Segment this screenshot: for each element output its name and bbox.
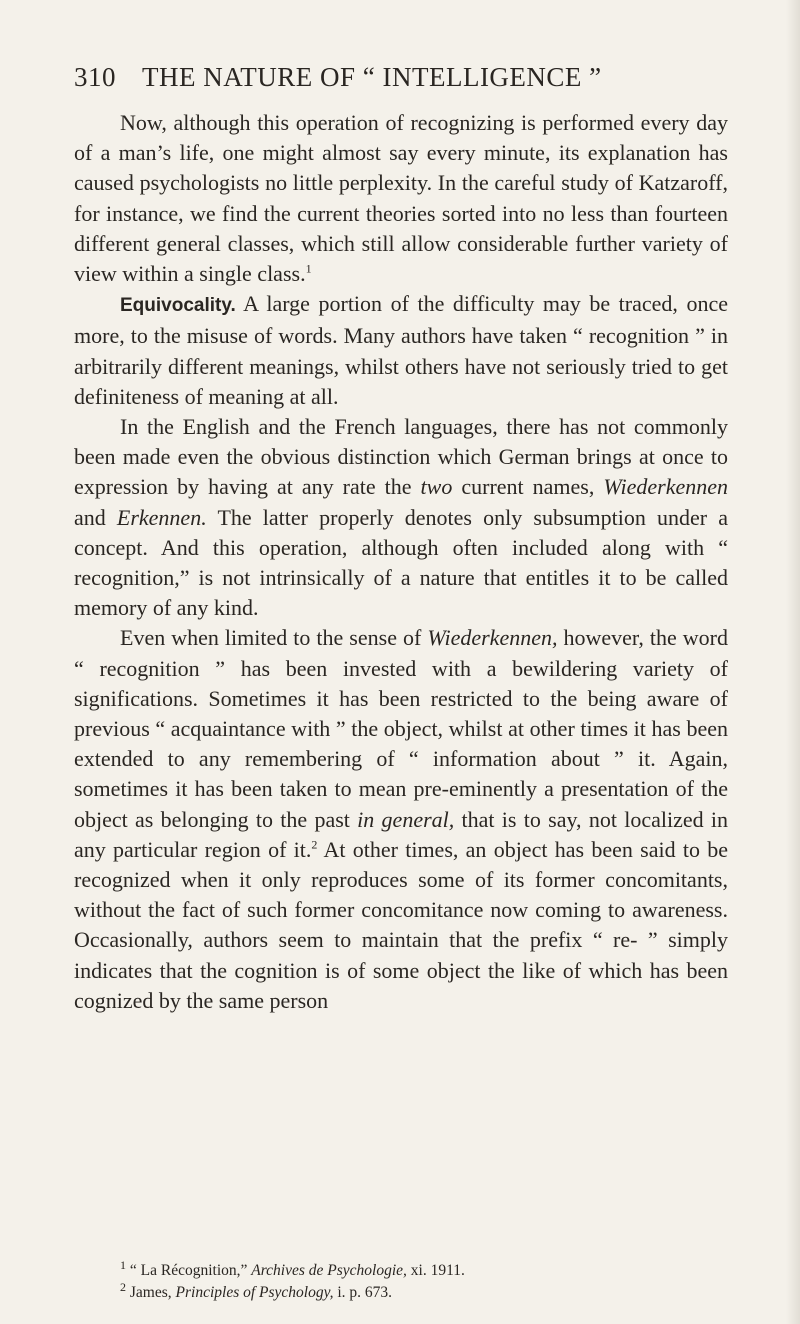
page-edge-shadow xyxy=(786,0,800,1324)
footnotes xyxy=(74,1257,728,1304)
running-title: THE NATURE OF “ INTELLIGENCE ” xyxy=(142,62,602,92)
italic-wiederkennen-2: Wiederkennen, xyxy=(427,625,558,651)
body-text xyxy=(74,108,728,1016)
footnote-1-text-b: xi. 1911. xyxy=(406,1262,465,1279)
paragraph-4 xyxy=(74,623,728,1016)
page-number: 310 xyxy=(74,62,116,92)
footnote-2-source: Principles of Psychology, xyxy=(175,1284,334,1301)
footnote-1-mark: 1 xyxy=(120,1257,126,1272)
paragraph-1 xyxy=(74,108,728,289)
paragraph-4-text-a: Even when limited to the sense of xyxy=(120,625,428,651)
footnote-2-text-a: James, xyxy=(126,1284,176,1301)
paragraph-2-text: A large portion of the difficulty may be traced, once more, to the misuse of words. Many authors have taken “ recognition ” in arbitrarily different meanings, whilst others have not seriously tried to get definiteness of meaning at all. xyxy=(74,291,728,409)
footnote-1-text-a: “ La Récognition,” xyxy=(126,1262,252,1279)
footnote-ref-1: 1 xyxy=(305,261,312,276)
footnote-2 xyxy=(74,1279,728,1304)
running-header xyxy=(74,62,734,102)
italic-wiederkennen: Wiederkennen xyxy=(603,474,728,500)
paragraph-1-text: Now, although this operation of recognizing is performed every day of a man’s life, one might almost say every minute, its explanation has caused psychologists no little perplexity. In the careful study of Katzaroff, for instance, we find the current theories sorted into no less than fourteen different general classes, which still allow considerable further variety of view within a single class. xyxy=(74,110,728,287)
footnote-ref-2: 2 xyxy=(311,837,318,852)
footnote-1-source: Archives de Psychologie, xyxy=(251,1262,407,1279)
footnote-2-text-b: i. p. 673. xyxy=(333,1284,393,1301)
paragraph-4-text-c: that is to say, not localized in any particular region of it. xyxy=(74,806,728,862)
paragraph-4-text-d: At other times, an object has been said to be recognized when it only reproduces some of its former concomitants, without the fact of such former concomitance now coming to awareness. Occasionally, authors seem to maintain that the prefix “ re- ” simply indicates that the cognition is of some object the like of which has been cognized by the same person xyxy=(74,836,728,1013)
paragraph-3-text-a: In the English and the French languages, there has not commonly been made even the obvious distinction which German brings at once to expression by having at any rate the xyxy=(74,414,728,500)
italic-erkennen: Erkennen. xyxy=(116,504,207,530)
paragraph-4-text-b: however, the word “ recognition ” has been invested with a bewildering variety of significations. Sometimes it has been restricted to the being aware of previous “ acquaintance with ” the object, whilst at other times it has been extended to any remembering of “ information about ” it. Again, sometimes it has been taken to mean pre-eminently a presentation of the object as belonging to the past xyxy=(74,625,729,832)
paragraph-3 xyxy=(74,412,728,623)
italic-in-general: in general, xyxy=(357,806,455,832)
sidehead-equivocality: Equivocality. xyxy=(120,295,236,317)
footnote-2-mark: 2 xyxy=(120,1279,126,1294)
paragraph-3-text-c: and xyxy=(74,504,117,530)
footnote-1 xyxy=(74,1257,728,1282)
paragraph-3-text-b: current names, xyxy=(452,474,604,500)
italic-two: two xyxy=(420,474,453,500)
paragraph-3-text-d: The latter properly denotes only subsumption under a concept. And this operation, although often included along with “ recognition,” is not intrinsically of a nature that entitles it to be called memory of any kind. xyxy=(74,504,728,621)
paragraph-2 xyxy=(74,289,728,412)
